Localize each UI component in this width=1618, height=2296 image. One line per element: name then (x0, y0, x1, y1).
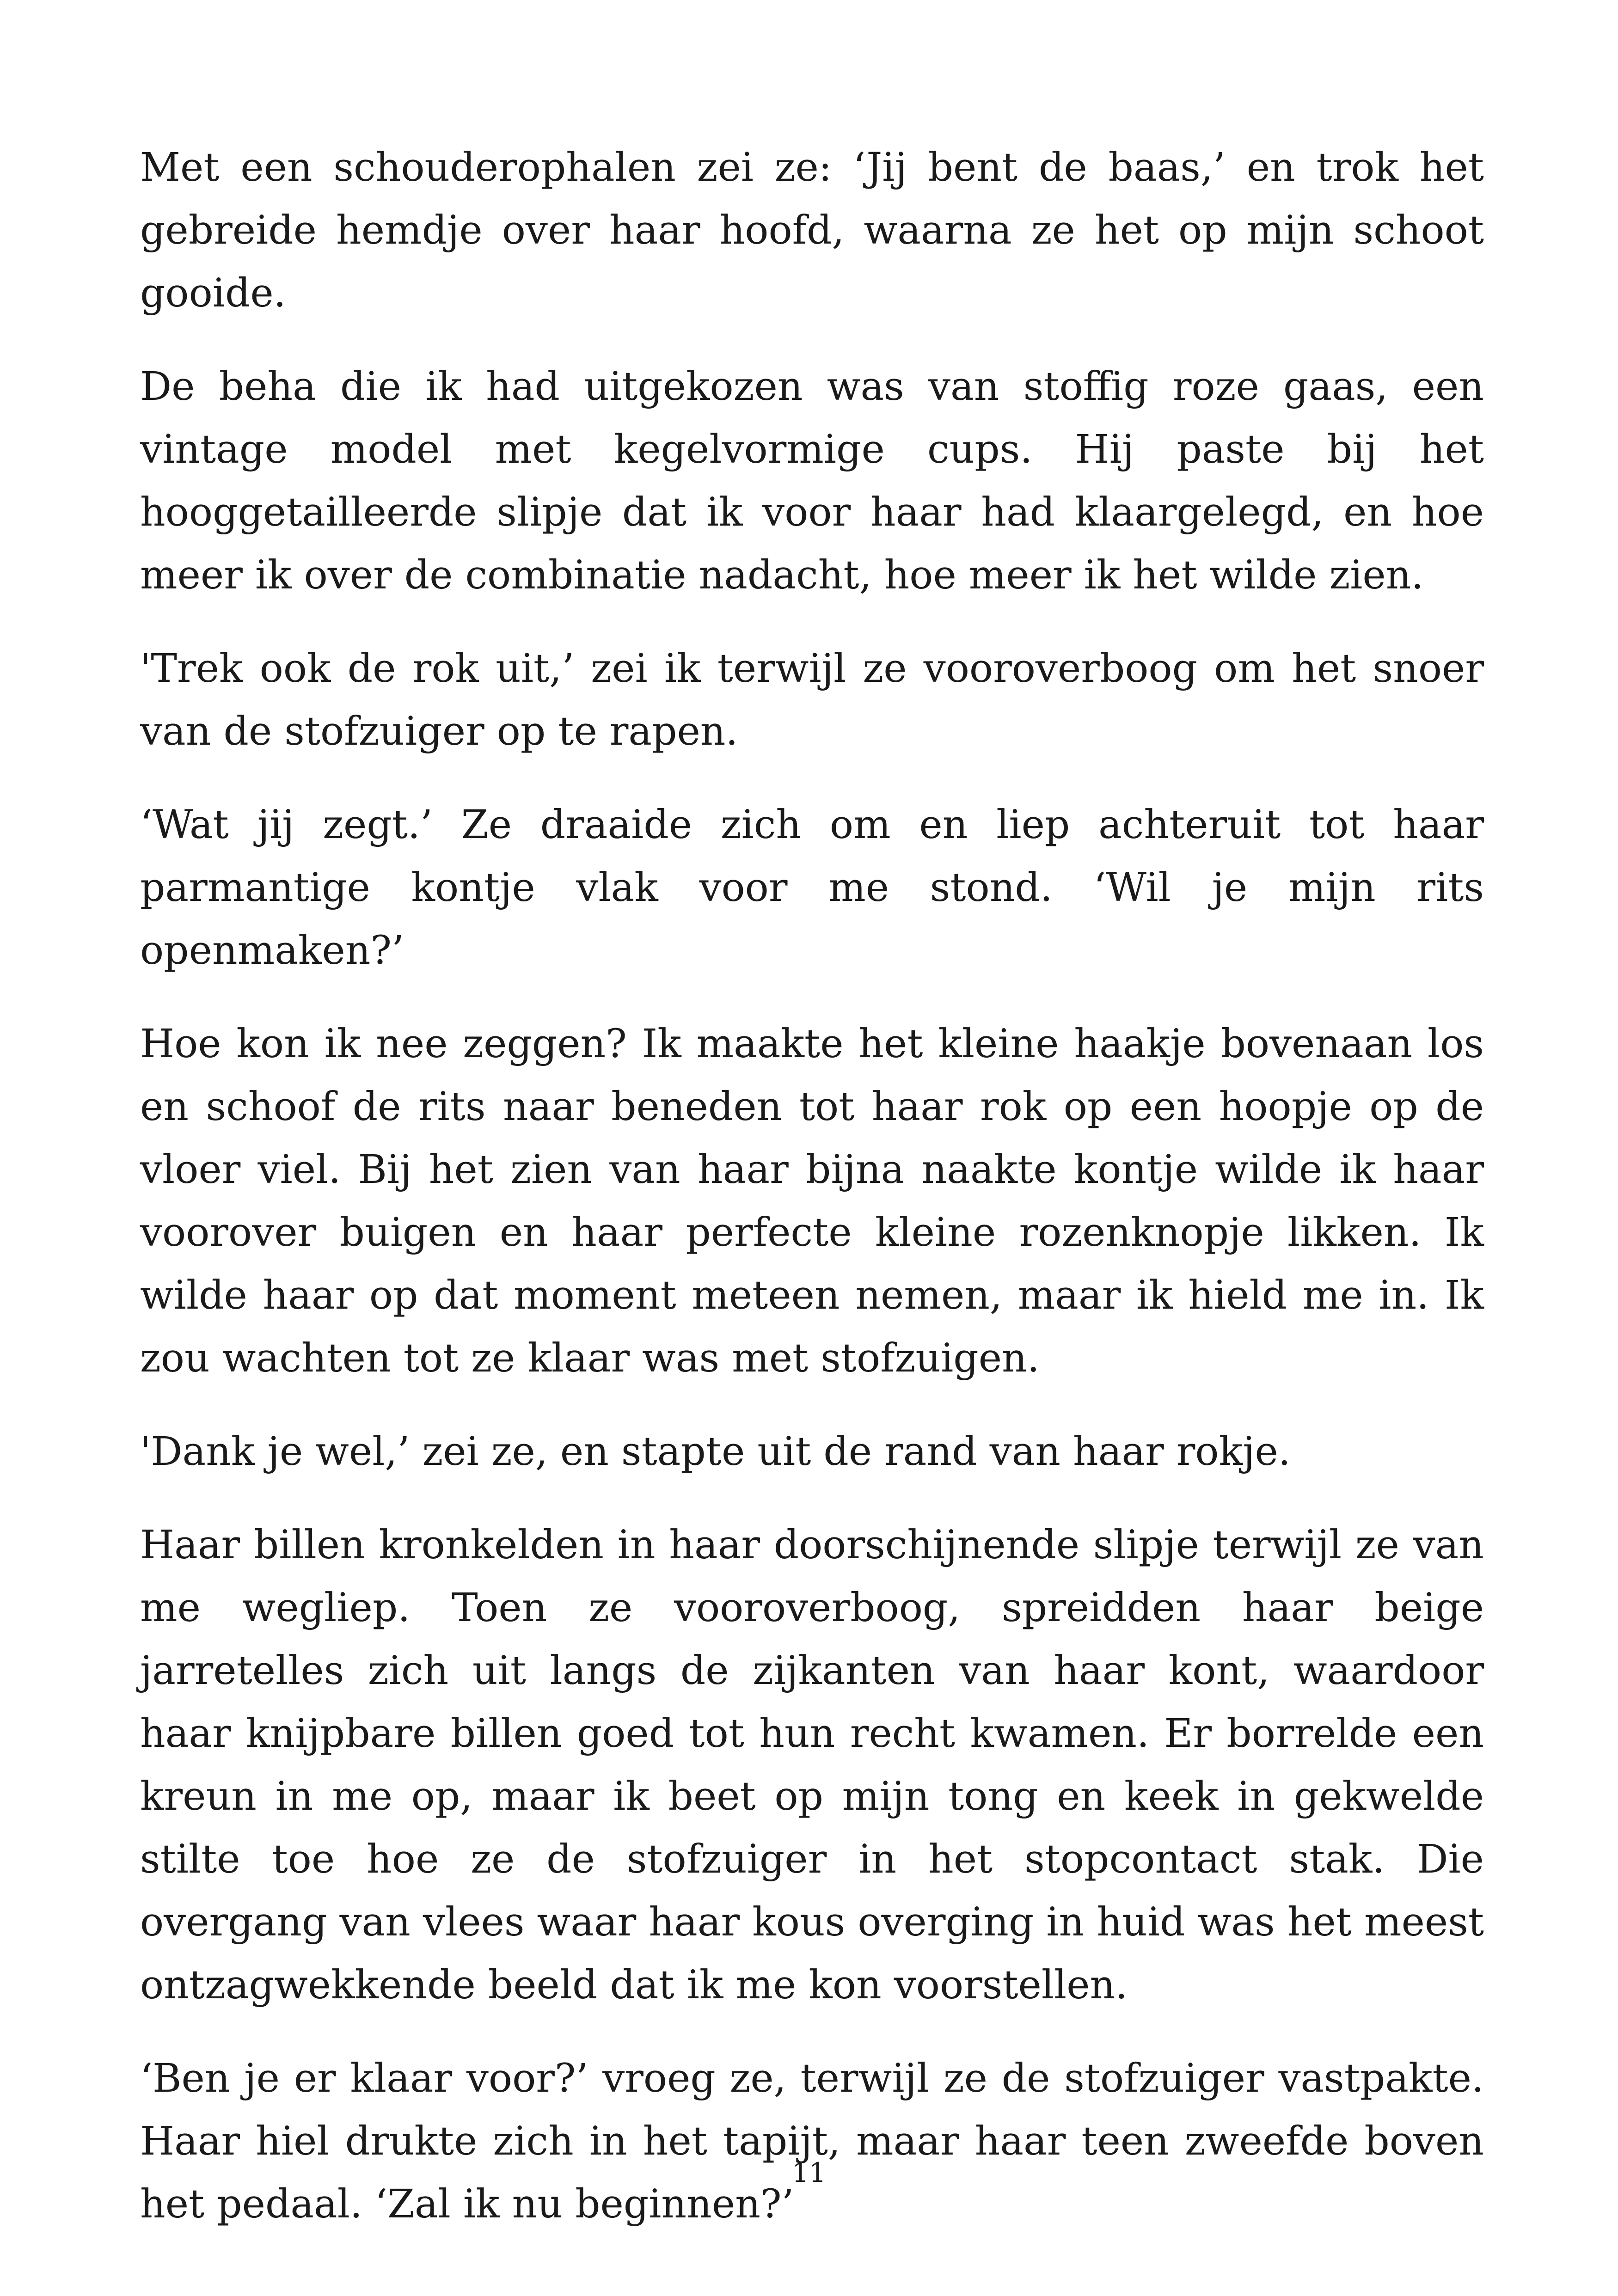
paragraph-4: ‘Wat jij zegt.’ Ze draaide zich om en liep achteruit tot haar parmantige kontje vlak voor me stond. ‘Wil je mijn rits openmaken?’ (140, 802, 1484, 974)
paragraph-5: Hoe kon ik nee zeggen? Ik maakte het kleine haakje bovenaan los en schoof de rits naar beneden tot haar rok op een hoopje op de vloer viel. Bij het zien van haar bijna naakte kontje wilde ik haar voorover buigen en haar perfecte kleine rozenknopje likken. Ik wilde haar op dat moment meteen nemen, maar ik hield me in. Ik zou wachten tot ze klaar was met stofzuigen. (140, 1021, 1484, 1381)
paragraph-6: 'Dank je wel,’ zei ze, en stapte uit de rand van haar rokje. (140, 1429, 1291, 1475)
paragraph-3: 'Trek ook de rok uit,’ zei ik terwijl ze vooroverboog om het snoer van de stofzuiger op te rapen. (140, 646, 1484, 754)
page-number: 11 (792, 2157, 826, 2188)
paragraph-8: ‘Ben je er klaar voor?’ vroeg ze, terwijl ze de stofzuiger vastpakte. Haar hiel drukte zich in het tapijt, maar haar teen zweefde boven het pedaal. ‘Zal ik nu beginnen?’ (140, 2056, 1484, 2227)
paragraph-7: Haar billen kronkelden in haar doorschijnende slipje terwijl ze van me wegliep. Toen ze vooroverboog, spreidden haar beige jarretelles zich uit langs de zijkanten van haar kont, waardoor haar knijpbare billen goed tot hun recht kwamen. Er borrelde een kreun in me op, maar ik beet op mijn tong en keek in gekwelde stilte toe hoe ze de stofzuiger in het stopcontact stak. Die overgang van vlees waar haar kous overging in huid was het meest ontzagwekkende beeld dat ik me kon voorstellen. (140, 1522, 1484, 2008)
paragraph-1: Met een schouderophalen zei ze: ‘Jij bent de baas,’ en trok het gebreide hemdje over haar hoofd, waarna ze het op mijn schoot gooide. (140, 145, 1484, 316)
body-text (140, 136, 1484, 2266)
paragraph-2: De beha die ik had uitgekozen was van stoffig roze gaas, een vintage model met kegelvormige cups. Hij paste bij het hooggetailleerde slipje dat ik voor haar had klaargelegd, en hoe meer ik over de combinatie nadacht, hoe meer ik het wilde zien. (140, 364, 1484, 598)
